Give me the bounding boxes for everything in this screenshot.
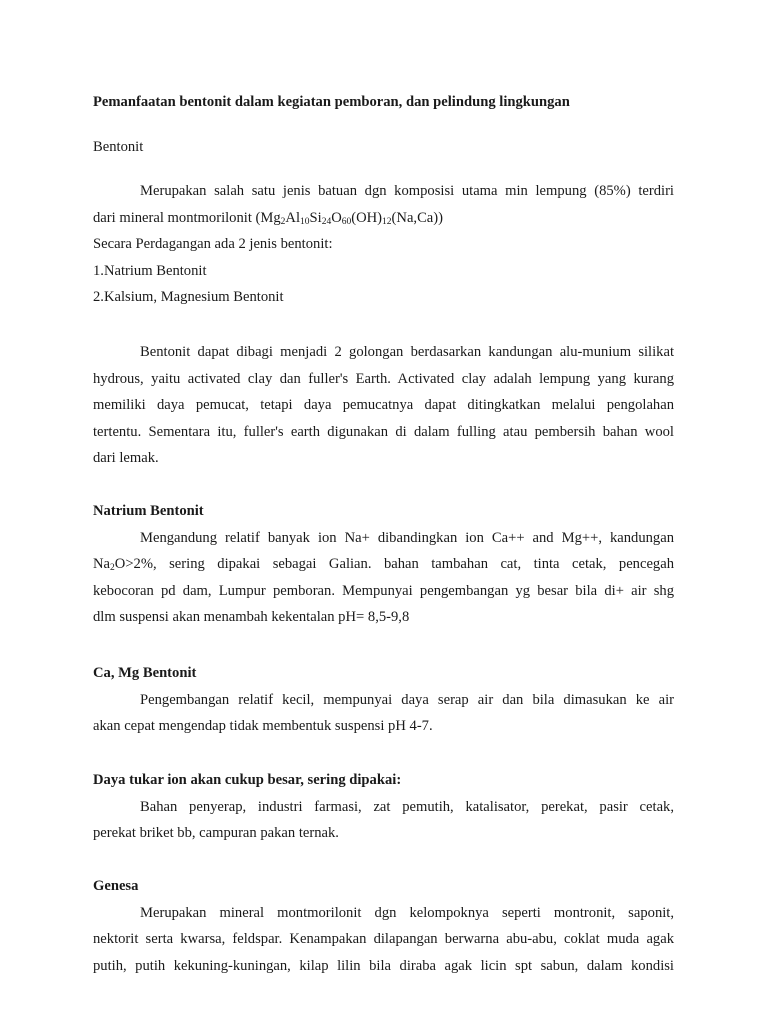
section-genesa (93, 873, 674, 979)
section-ca-mg-bentonit (93, 660, 674, 740)
section-natrium-bentonit (93, 498, 674, 631)
list-item: 2.Kalsium, Magnesium Bentonit (93, 289, 284, 305)
chemical-formula-line: dari mineral montmorilonit $(Mg_2Al_{10}Si_{24}O_{60}(OH)_{12}(Na,Ca))$ (93, 209, 444, 227)
document-title: Pemanfaatan bentonit dalam kegiatan pemboran, dan pelindung lingkungan (93, 94, 570, 110)
paragraph-classification (93, 339, 674, 472)
paragraph-line: $Na_2O>2\%$, sering dipakai sebagai Galian. bahan tambahan cat, tinta cetak, pencegah (93, 556, 674, 573)
paragraph-line: Bahan penyerap, industri farmasi, zat pemutih, katalisator, perekat, pasir cetak, (140, 798, 674, 815)
section-heading: Genesa (93, 878, 139, 894)
paragraph-line: nektorit serta kwarsa, feldspar. Kenampakan dilapangan berwarna abu-abu, coklat muda agak (93, 931, 674, 947)
paragraph-line: memiliki daya pemucat, tetapi daya pemucatnya dapat ditingkatkan melalui pengolahan (93, 397, 674, 413)
section-heading: Natrium Bentonit (93, 503, 204, 519)
paragraph-line: Mengandung relatif banyak ion Na+ dibandingkan ion Ca++ and Mg++, kandungan (140, 529, 674, 546)
section-heading-bentonit: Bentonit (93, 139, 144, 155)
paragraph-definition (93, 178, 674, 311)
paragraph-line: akan cepat mengendap tidak membentuk suspensi pH 4-7. (93, 718, 433, 734)
paragraph-line: hydrous, yaitu activated clay dan fuller's Earth. Activated clay adalah lempung yang kurang (93, 370, 674, 387)
section-heading: Daya tukar ion akan cukup besar, sering dipakai: (93, 772, 402, 788)
paragraph-line: Merupakan salah satu jenis batuan dgn komposisi utama min lempung (85%) terdiri (140, 183, 674, 199)
paragraph-line: Secara Perdagangan ada 2 jenis bentonit: (93, 236, 333, 252)
list-item: 1.Natrium Bentonit (93, 262, 207, 279)
paragraph-line: Bentonit dapat dibagi menjadi 2 golongan berdasarkan kandungan alu-munium silikat (140, 344, 674, 360)
paragraph-line: tertentu. Sementara itu, fuller's earth digunakan di dalam fulling atau pembersih bahan wool (93, 423, 674, 440)
paragraph-line: Merupakan mineral montmorilonit dgn kelompoknya seperti montronit, saponit, (140, 904, 674, 921)
paragraph-line: kebocoran pd dam, Lumpur pemboran. Mempunyai pengembangan yg besar bila di+ air shg (93, 582, 674, 599)
paragraph-line: dari lemak. (93, 450, 159, 466)
paragraph-line: Pengembangan relatif kecil, mempunyai daya serap air dan bila dimasukan ke air (140, 691, 674, 708)
paragraph-line: putih, putih kekuning-kuningan, kilap lilin bila diraba agak licin spt sabun, dalam kondisi (93, 957, 674, 974)
section-heading: Ca, Mg Bentonit (93, 665, 197, 681)
paragraph-line: perekat briket bb, campuran pakan ternak. (93, 825, 339, 841)
paragraph-line: dlm suspensi akan menambah kekentalan pH= 8,5-9,8 (93, 609, 410, 625)
section-daya-tukar-ion (93, 767, 674, 847)
